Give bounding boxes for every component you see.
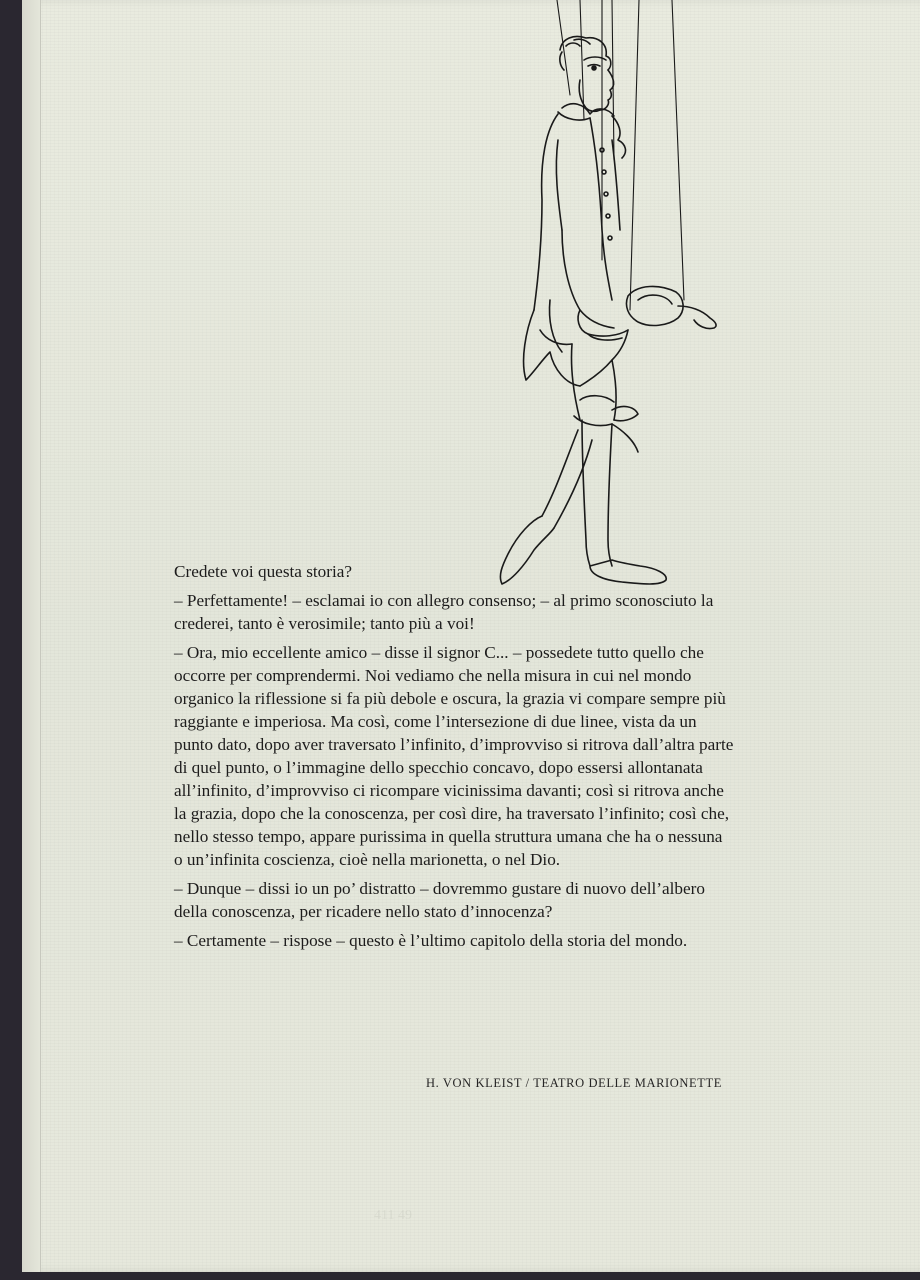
- attribution-caption: H. VON KLEIST / TEATRO DELLE MARIONETTE: [426, 1076, 722, 1090]
- book-page: [22, 0, 920, 1272]
- faint-stamp: 411 49: [374, 1208, 412, 1223]
- paragraph-4: – Dunque – dissi io un po’ distratto – dovremmo gustare di nuovo dell’albero della conoscenza, per ricadere nello stato d’innocenza?: [174, 879, 705, 921]
- paragraph-1: Credete voi questa storia?: [174, 562, 353, 581]
- paragraph-3: – Ora, mio eccellente amico – disse il signor C... – possedete tutto quello che occorre per comprendermi. Noi vediamo che nella misura in cui nel mondo organico la riflessione si fa più debole e oscura, la grazia vi compare sempre più raggiante e imperiosa. Ma così, come l’intersezione di due linee, vista da un punto dato, dopo aver traversato l’infinito, d’improvviso si ritrova dall’altra parte di quel punto, o l’immagine dello specchio concavo, dopo essersi allontanata all’infinito, d’improvviso ci ricompare vicinissima davanti; così si ritrova anche la grazia, dopo che la conoscenza, per così dire, ha traversato l’infinito; così che, nello stesso tempo, appare purissima in quella struttura umana che ha o nessuna o un’infinita coscienza, cioè nella marionetta, o nel Dio.: [174, 643, 734, 869]
- paragraph-2: – Perfettamente! – esclamai io con allegro consenso; – al primo sconosciuto la crederei, tanto è verosimile; tanto più a voi!: [174, 591, 714, 633]
- book-spine: [22, 0, 41, 1272]
- passage-text: [174, 560, 734, 958]
- paragraph-5: – Certamente – rispose – questo è l’ultimo capitolo della storia del mondo.: [174, 931, 688, 950]
- marionette-illustration: [462, 0, 732, 600]
